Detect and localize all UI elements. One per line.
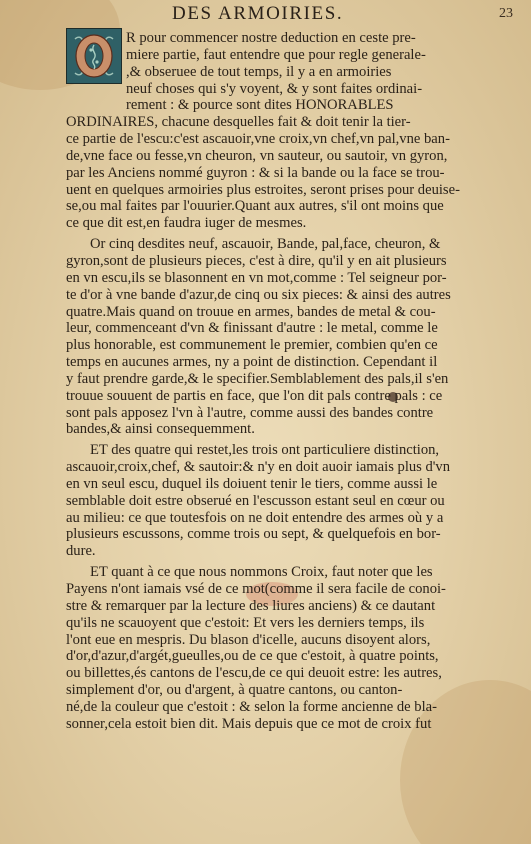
- text-line: neuf choses qui s'y voyent, & y sont faites ordinai-: [126, 80, 423, 97]
- text-line: ascauoir,croix,chef, & sautoir:& n'y en doit auoir iamais plus d'vn: [66, 459, 451, 476]
- body-text: [66, 30, 514, 733]
- text-line: de,vne face ou fesse,vn cheuron, vn sauteur, ou sautoir, vn gyron,: [66, 147, 448, 164]
- text-line: quatre.Mais quand on trouue en armes, bandes de metal & cou-: [66, 303, 436, 320]
- text-line: uent en quelques armoiries plus estroites, seront prises pour deuise-: [66, 181, 460, 198]
- text-line: bandes,& ainsi consequemment.: [66, 421, 255, 438]
- text-line: ce que dit est,en faudra iuger de mesmes.: [66, 215, 307, 232]
- text-line: ou billettes,és cantons de l'escu,de ce qui deuoit estre: les autres,: [66, 665, 442, 682]
- text-line: R pour commencer nostre deduction en ceste pre-: [126, 30, 416, 46]
- text-line: au milieu: ce que toutesfois on ne doit entendre des armes où y a: [66, 509, 444, 526]
- running-title: DES ARMOIRIES.: [172, 3, 344, 24]
- text-line: semblable doit estre obserué en l'escusson estant seul en cœur ou: [66, 492, 445, 509]
- text-line: d'or,d'azur,d'argét,gueulles,ou de ce que c'estoit, à quatre points,: [66, 648, 439, 665]
- text-line: te d'or à vne bande d'azur,de cinq ou six pieces: & ainsi des autres: [66, 286, 451, 303]
- page-number: 23: [499, 6, 513, 21]
- text-line: miere partie, faut entendre que pour regle generale-: [126, 46, 426, 63]
- text-line: Payens n'ont iamais vsé de ce mot(comme il sera facile de conoi-: [66, 581, 446, 597]
- text-line: se,ou mal faites par l'ouurier.Quant aux autres, s'il ont moins que: [66, 198, 444, 215]
- text-line: ET quant à ce que nous nommons Croix, faut noter que les: [90, 564, 433, 581]
- text-line: simplement d'or, ou d'argent, à quatre cantons, ou canton-: [66, 682, 403, 699]
- text-line: sont pals apposez l'vn à l'autre, comme aussi des bandes contre: [66, 404, 434, 421]
- text-line: rement : & pource sont dites HONORABLES: [126, 97, 394, 114]
- text-line: en vn seul escu, duquel ils doiuent tenir le tiers, comme aussi le: [66, 475, 438, 492]
- text-line: en vn escu,ils se blasonnent en vn mot,comme : Tel seigneur por-: [66, 269, 447, 286]
- running-head: [0, 3, 531, 25]
- text-line: plusieurs escussons, comme trois ou sept, & quelquefois en bor-: [66, 526, 441, 543]
- text-line: leur, commenceant d'vn & finissant d'autre : le metal, comme le: [66, 320, 438, 337]
- text-line: ET des quatre qui restet,les trois ont particuliere distinction,: [90, 442, 440, 459]
- text-line: stre & remarquer par la lecture des liures anciens) & ce dautant: [66, 597, 436, 614]
- text-line: Or cinq desdites neuf, ascauoir, Bande, pal,face, cheuron, &: [90, 236, 441, 253]
- text-line: dure.: [66, 543, 96, 560]
- text-line: gyron,sont de plusieurs pieces, c'est à dire, qu'il y en ait plusieurs: [66, 252, 447, 269]
- text-line: trouue souuent de partis en face, que l'on dit pals contre pals : ce: [66, 387, 443, 404]
- text-line: ce partie de l'escu:c'est ascauoir,vne croix,vn chef,vn pal,vne ban-: [66, 131, 450, 148]
- text-line: plus honorable, est communement le premier, combien qu'en ce: [66, 337, 438, 354]
- text-line: par les Anciens nommé guyron : & si la bande ou la face se trou-: [66, 164, 445, 181]
- text-line: ORDINAIRES, chacune desquelles fait & doit tenir la tier-: [66, 114, 411, 131]
- text-line: ,& obseruee de tout temps, il y a en armoiries: [126, 63, 392, 80]
- text-line: qu'ils ne scauoyent que c'estoit: Et vers les derniers temps, ils: [66, 614, 425, 631]
- text-line: l'ont eue en mespris. Du blason d'icelle, aucuns disoyent alors,: [66, 631, 431, 648]
- text-line: né,de la couleur que c'estoit : & selon la forme ancienne de bla-: [66, 698, 437, 715]
- text-line: sonner,cela estoit bien dit. Mais depuis que ce mot de croix fut: [66, 715, 432, 732]
- text-line: temps en aucunes armes, ny a point de distinction. Cependant il: [66, 354, 438, 371]
- text-line: y faut prendre garde,& le specifier.Semblablement des pals,il s'en: [66, 370, 449, 387]
